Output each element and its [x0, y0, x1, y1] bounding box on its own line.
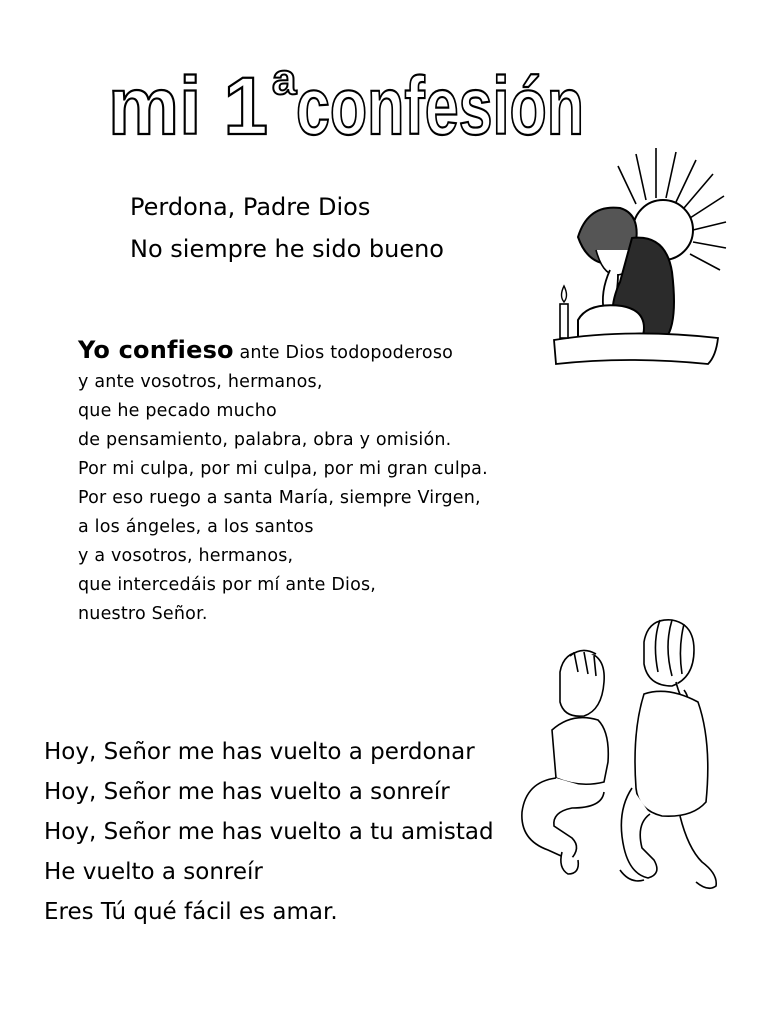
prayer-line: que he pecado mucho — [78, 401, 277, 421]
two-children-illustration — [512, 612, 727, 897]
right-child-dress — [635, 691, 708, 816]
prayer-line: a los ángeles, a los santos — [78, 517, 314, 537]
left-child-head — [560, 652, 604, 716]
intro-text — [130, 186, 444, 270]
title-superscript: a — [272, 55, 297, 104]
left-child-legs — [522, 778, 604, 860]
song-line: He vuelto a sonreír — [44, 859, 263, 885]
prayer-line: nuestro Señor. — [78, 604, 208, 624]
prayer-line: de pensamiento, palabra, obra y omisión. — [78, 430, 452, 450]
confiteor-prayer — [78, 336, 488, 629]
flame-icon — [562, 286, 567, 302]
page-title — [100, 48, 600, 152]
song-line: Hoy, Señor me has vuelto a sonreír — [44, 779, 450, 805]
prayer-first-line-rest: ante Dios todopoderoso — [233, 343, 454, 363]
prayer-line: y a vosotros, hermanos, — [78, 546, 294, 566]
song-line: Eres Tú qué fácil es amar. — [44, 899, 338, 925]
prayer-first-line — [78, 336, 488, 368]
ground-cloth — [554, 333, 718, 364]
prayer-line: Por mi culpa, por mi culpa, por mi gran culpa. — [78, 459, 488, 479]
prayer-line: que intercedáis por mí ante Dios, — [78, 575, 377, 595]
prayer-lead: Yo confieso — [78, 336, 234, 364]
intro-line: No siempre he sido bueno — [130, 235, 444, 263]
song-line: Hoy, Señor me has vuelto a perdonar — [44, 739, 475, 765]
song-line: Hoy, Señor me has vuelto a tu amistad — [44, 819, 494, 845]
title-prefix: mi 1 — [108, 61, 268, 152]
candle-icon — [560, 304, 568, 338]
prayer-line: Por eso ruego a santa María, siempre Virgen, — [78, 488, 481, 508]
intro-line: Perdona, Padre Dios — [130, 193, 371, 221]
right-child-foot — [680, 816, 716, 888]
song-lyrics — [44, 732, 494, 932]
prayer-line: y ante vosotros, hermanos, — [78, 372, 323, 392]
praying-child-illustration — [548, 142, 728, 372]
title-suffix: confesión — [296, 61, 584, 152]
left-child-shirt — [552, 718, 608, 785]
